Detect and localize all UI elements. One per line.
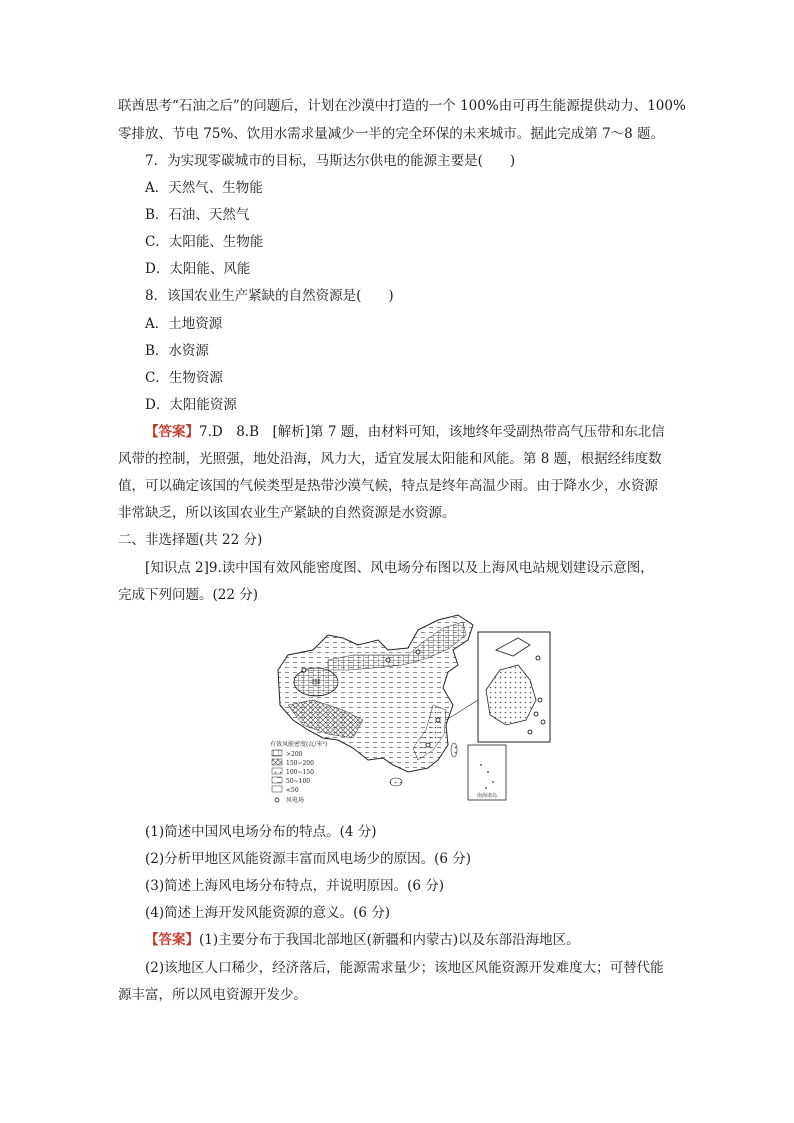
answer1-line-2: 风带的控制，光照强，地处沿海，风力大，适宜发展太阳能和风能。第 8 题，根据经纬度数 — [118, 451, 662, 467]
wind-station-marker — [436, 718, 440, 722]
answer1-line-4: 非常缺乏，所以该国农业生产紧缺的自然资源是水资源。 — [118, 505, 456, 521]
legend-item-2: 150~200 — [286, 760, 314, 767]
answer2-line-2: (2)该地区人口稀少，经济落后，能源需求量少；该地区风能资源开发难度大；可替代能 — [145, 960, 664, 976]
q7-option-b: B．石油、天然气 — [145, 207, 250, 223]
q9-line-2: 完成下列问题。(22 分) — [118, 587, 259, 603]
section-2-title: 二、非选择题(共 22 分) — [118, 532, 263, 548]
wind-station-marker — [536, 656, 540, 660]
subquestion-3: (3)简述上海风电场分布特点，并说明原因。(6 分) — [145, 878, 445, 894]
hainan-island — [390, 778, 402, 786]
subquestion-1: (1)简述中国风电场分布的特点。(4 分) — [145, 824, 377, 840]
china-wind-map — [268, 610, 553, 810]
wind-energy-map-figure — [268, 610, 553, 810]
wind-station-marker — [302, 668, 306, 672]
legend-station: 风电场 — [286, 797, 305, 804]
answer2-text: (1)主要分布于我国北部地区(新疆和内蒙古)以及东部沿海地区。 — [199, 932, 580, 948]
q7-option-c: C．太阳能、生物能 — [145, 234, 264, 250]
wind-station-marker — [416, 650, 420, 654]
q8-option-a: A．土地资源 — [145, 316, 223, 332]
legend-title: 有效风能密度(瓦/米²) — [270, 741, 328, 748]
legend-item-5: <50 — [286, 787, 299, 794]
wind-station-marker — [538, 698, 542, 702]
intro-line-2: 零排放、节电 75%、饮用水需求量减少一半的完全环保的未来城市。据此完成第 7～8 题。 — [118, 126, 665, 142]
answer1-line-1 — [145, 422, 725, 442]
q8-option-d: D．太阳能资源 — [145, 397, 237, 413]
wind-station-marker — [528, 730, 532, 734]
answer-tag: 【答案】 — [145, 932, 199, 948]
answer-tag: 【答案】 — [145, 424, 199, 440]
q9-line-1: [知识点 2]9.读中国有效风能密度图、风电场分布图以及上海风电站规划建设示意图， — [145, 560, 654, 576]
wind-station-marker — [386, 658, 390, 662]
answer1-text: 7.D 8.B [解析]第 7 题，由材料可知，该地终年受副热带高气压带和东北信 — [199, 424, 665, 440]
wind-station-marker — [541, 720, 545, 724]
q7-stem: 7．为实现零碳城市的目标，马斯达尔供电的能源主要是( ) — [145, 153, 516, 169]
q8-option-c: C．生物资源 — [145, 370, 223, 386]
legend-item-1: >200 — [286, 751, 303, 758]
subquestion-4: (4)简述上海开发风能资源的意义。(6 分) — [145, 905, 391, 921]
legend-item-3: 100~150 — [286, 769, 314, 776]
taiwan-island — [451, 743, 457, 757]
answer2-line-3: 源丰富，所以风电资源开发少。 — [118, 987, 307, 1003]
answer2-line-1 — [145, 930, 725, 950]
intro-line-1: 联酋思考“石油之后”的问题后，计划在沙漠中打造的一个 100%由可再生能源提供动力、100% — [118, 98, 686, 114]
q7-option-a: A．天然气、生物能 — [145, 180, 263, 196]
q8-stem: 8．该国农业生产紧缺的自然资源是( ) — [145, 288, 394, 304]
south-china-sea-inset — [468, 745, 506, 800]
wind-station-marker — [534, 712, 538, 716]
region-jia-label: 甲 — [311, 679, 321, 689]
south-china-sea-caption: 南海诸岛 — [476, 793, 498, 799]
q8-option-b: B．水资源 — [145, 343, 209, 359]
q7-option-d: D．太阳能、风能 — [145, 261, 251, 277]
legend-item-4: 50~100 — [286, 778, 311, 785]
subquestion-2: (2)分析甲地区风能资源丰富而风电场少的原因。(6 分) — [145, 851, 472, 867]
answer1-line-3: 值，可以确定该国的气候类型是热带沙漠气候，特点是终年高温少雨。由于降水少，水资源 — [118, 478, 658, 494]
wind-station-marker — [426, 743, 430, 747]
